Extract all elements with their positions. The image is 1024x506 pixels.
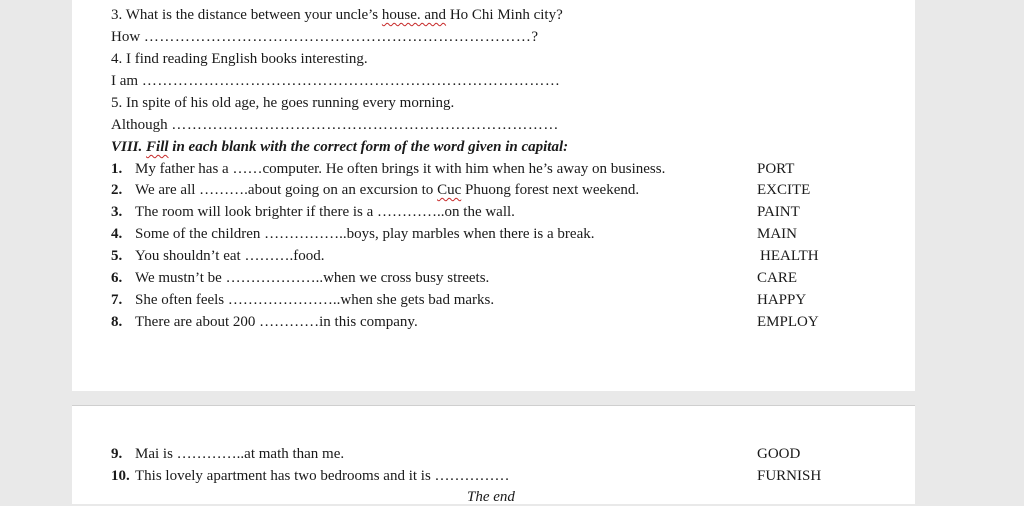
exercise-item: 7. She often feels …………………..when she gets bad marks. [111, 292, 495, 308]
spellcheck-flag: Fill [146, 139, 169, 155]
spellcheck-flag: house. and [381, 7, 447, 23]
capital-word: EXCITE [757, 182, 811, 198]
blank-dots: ……………………………………………………………………… [141, 73, 561, 89]
capital-word: FURNISH [757, 468, 822, 484]
blank-dots: ………………………………………………………………… [143, 29, 532, 45]
section-heading: VIII. Fill in each blank with the correct form of the word given in capital: [111, 139, 569, 155]
question-5: 5. In spite of his old age, he goes running every morning. [111, 95, 455, 111]
exercise-item: 2. We are all ……….about going on an excursion to Cuc Phuong forest next weekend. [111, 182, 640, 198]
capital-word: EMPLOY [757, 314, 819, 330]
capital-word: HEALTH [760, 248, 819, 264]
capital-word: MAIN [757, 226, 797, 242]
exercise-item: 6. We mustn’t be ………………..when we cross busy streets. [111, 270, 490, 286]
exercise-item: 1. My father has a ……computer. He often brings it with him when he’s away on business. [111, 161, 666, 177]
question-4: 4. I find reading English books interesting. [111, 51, 368, 67]
the-end-label: The end [467, 489, 515, 505]
exercise-item: 3. The room will look brighter if there is a …………..on the wall. [111, 204, 515, 220]
capital-word: HAPPY [757, 292, 807, 308]
exercise-item: 8. There are about 200 …………in this company. [111, 314, 418, 330]
exercise-item: 10. This lovely apartment has two bedrooms and it is …………… [111, 468, 510, 484]
exercise-item: 5. You shouldn’t eat ……….food. [111, 248, 325, 264]
exercise-item: 9. Mai is …………..at math than me. [111, 446, 345, 462]
capital-word: PORT [757, 161, 795, 177]
answer-line-5: Although ………………………………………………………………… [111, 117, 559, 133]
question-3: 3. What is the distance between your uncle’s house. and Ho Chi Minh city? [111, 7, 563, 23]
answer-line-4: I am ……………………………………………………………………… [111, 73, 561, 89]
spellcheck-flag: Cuc [437, 182, 462, 198]
capital-word: PAINT [757, 204, 800, 220]
blank-dots: ………………………………………………………………… [171, 117, 559, 133]
answer-line-3: How …………………………………………………………………? [111, 29, 539, 45]
exercise-item: 4. Some of the children ……………..boys, play marbles when there is a break. [111, 226, 595, 242]
capital-word: GOOD [757, 446, 801, 462]
capital-word: CARE [757, 270, 798, 286]
